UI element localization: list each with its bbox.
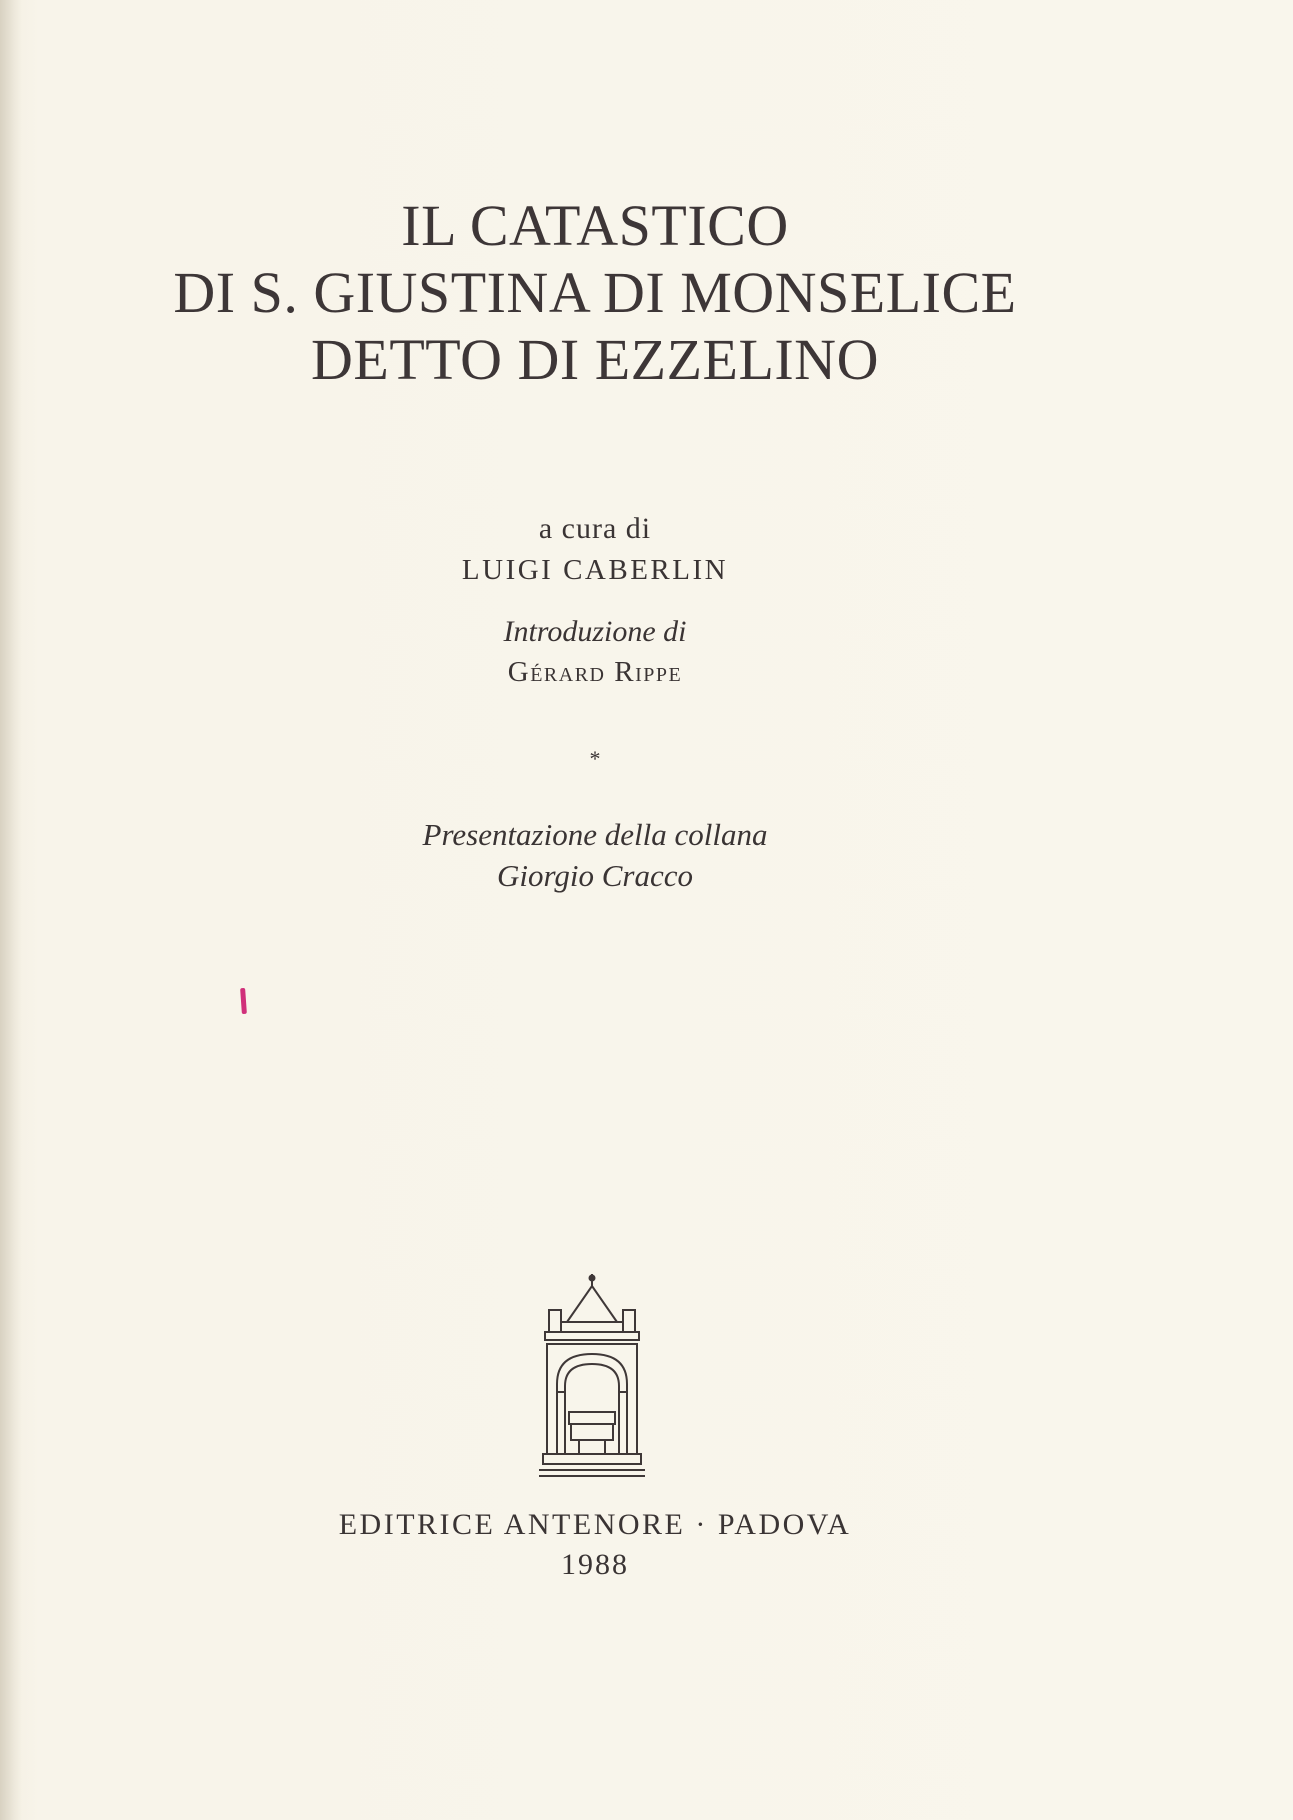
pink-ink-mark [240,988,247,1014]
introduction-lead: Introduzione di [503,615,687,648]
publication-year: 1988 [561,1548,629,1581]
editor-name: LUIGI CABERLIN [461,554,729,586]
editor-lead: a cura di [538,512,652,545]
book-title-line-3: DETTO DI EZZELINO [311,327,879,392]
separator-asterisk: * [589,746,601,771]
book-title-line-2: DI S. GIUSTINA DI MONSELICE [173,260,1017,325]
introduction-author: Gérard Rippe [507,656,683,688]
book-title [0,192,1190,393]
book-title-line-1: IL CATASTICO [401,193,789,258]
arch-monument-logo-icon [539,1272,645,1482]
publisher-name: EDITRICE ANTENORE · PADOVA [338,1508,852,1541]
presentation-lead: Presentazione della collana [422,817,768,852]
presentation-author: Giorgio Cracco [496,858,694,893]
